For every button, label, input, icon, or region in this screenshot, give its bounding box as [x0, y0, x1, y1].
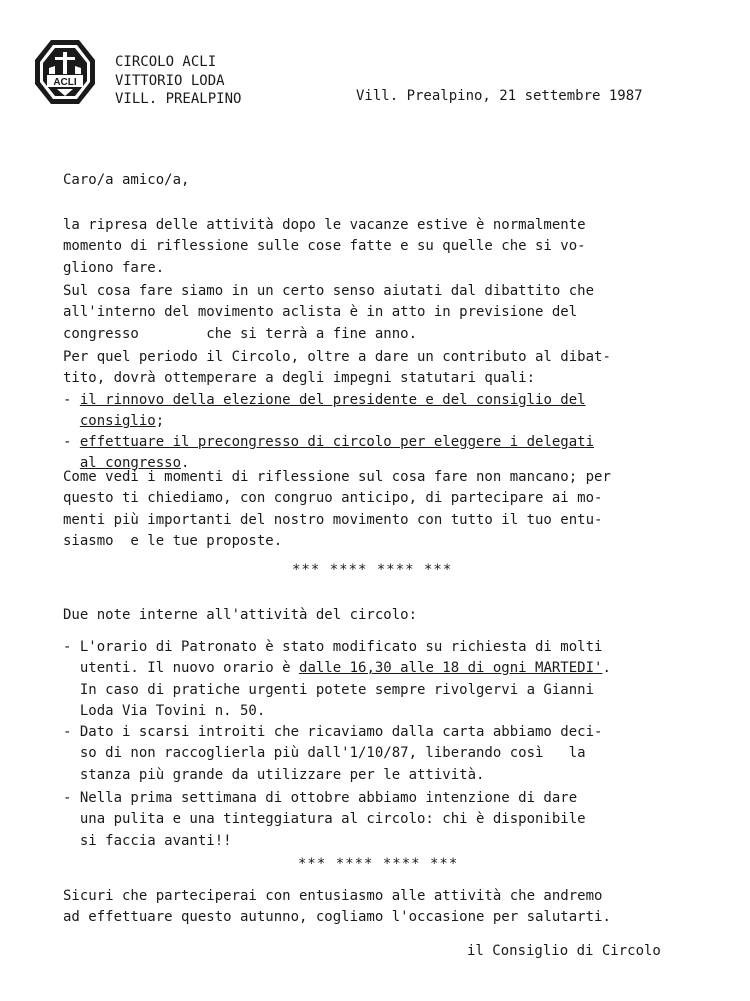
text-line: la ripresa delle attività dopo le vacanze estive è normalmente: [63, 217, 586, 233]
acli-logo: [33, 38, 97, 106]
dateline: Vill. Prealpino, 21 settembre 1987: [356, 88, 643, 104]
list-dash: -: [63, 434, 80, 451]
text-line: Loda Via Tovini n. 50.: [63, 702, 266, 719]
text-line: all'interno del movimento aclista è in atto in previsione del: [63, 304, 578, 321]
org-line: CIRCOLO ACLI: [115, 54, 217, 70]
list-item-continuation: consiglio;: [79, 412, 165, 429]
separator: *** **** **** ***: [298, 856, 459, 872]
greeting: Caro/a amico/a,: [63, 172, 190, 188]
text-line: tito, dovrà ottemperare a degli impegni statutari quali:: [63, 370, 536, 387]
list-item-text: il rinnovo della elezione del presidente e del consiglio del: [79, 391, 586, 408]
text-line: Per quel periodo il Circolo, oltre a dare un contributo al dibat-: [63, 349, 611, 365]
text-line: Come vedi i momenti di riflessione sul cosa fare non mancano; per: [63, 469, 611, 485]
text-line: In caso di pratiche urgenti potete sempre rivolgervi a Gianni: [63, 681, 595, 698]
text-line: Sul cosa fare siamo in un certo senso aiutati dal dibattito che: [63, 283, 595, 299]
text-line: - L'orario di Patronato è stato modificato su richiesta di molti: [63, 639, 603, 655]
text-line: - Dato i scarsi introiti che ricaviamo dalla carta abbiamo deci-: [63, 724, 603, 740]
note-3: [63, 788, 693, 852]
separator: *** **** **** ***: [292, 562, 453, 578]
paragraph-3: [63, 347, 693, 475]
closing-paragraph: [63, 886, 693, 929]
list-item-text: consiglio: [79, 412, 156, 429]
note-2: [63, 722, 693, 786]
list-item: [63, 432, 693, 453]
signature: il Consiglio di Circolo: [467, 943, 661, 959]
list-dash: -: [63, 391, 80, 408]
text-line: questo ti chiediamo, con congruo anticipo, di partecipare ai mo-: [63, 490, 603, 507]
paragraph-4: [63, 467, 693, 552]
org-line: VITTORIO LODA: [115, 72, 225, 89]
text-line: una pulita e una tinteggiatura al circolo: chi è disponibile: [63, 811, 586, 828]
logo-text: ACLI: [53, 77, 77, 88]
list-item: [63, 390, 693, 411]
note-1: [63, 637, 693, 722]
org-line: VILL. PREALPINO: [115, 91, 242, 107]
paragraph-2: [63, 281, 693, 345]
list-item-continuation: al congresso.: [79, 455, 190, 472]
text-line: stanza più grande da utilizzare per le attività.: [63, 766, 485, 783]
list-item-text: effettuare il precongresso di circolo per eleggere i delegati: [79, 434, 595, 451]
text-line: so di non raccoglierla più dall'1/10/87, liberando così la: [63, 745, 586, 762]
text-line: ad effettuare questo autunno, cogliamo l'occasione per salutarti.: [63, 909, 611, 926]
text-line: siasmo e le tue proposte.: [63, 532, 283, 549]
schedule-highlight: dalle 16,30 alle 18 di ogni MARTEDI': [299, 660, 603, 677]
text-line: menti più importanti del nostro movimento con tutto il tuo entu-: [63, 511, 603, 528]
list-item-text: al congresso: [79, 455, 182, 472]
text-line: Sicuri che parteciperai con entusiasmo alle attività che andremo: [63, 888, 603, 904]
text-line: gliono fare.: [63, 259, 165, 276]
notes-intro: Due note interne all'attività del circolo:: [63, 607, 418, 623]
organization-address: [115, 53, 241, 109]
paragraph-1: [63, 215, 693, 279]
text-line: congresso che si terrà a fine anno.: [63, 325, 418, 342]
text-line: - Nella prima settimana di ottobre abbiamo intenzione di dare: [63, 790, 578, 806]
text-line: utenti. Il nuovo orario è dalle 16,30 alle 18 di ogni MARTEDI'.: [63, 660, 611, 677]
text-line: momento di riflessione sulle cose fatte e su quelle che si vo-: [63, 238, 586, 255]
text-line: si faccia avanti!!: [63, 832, 232, 849]
